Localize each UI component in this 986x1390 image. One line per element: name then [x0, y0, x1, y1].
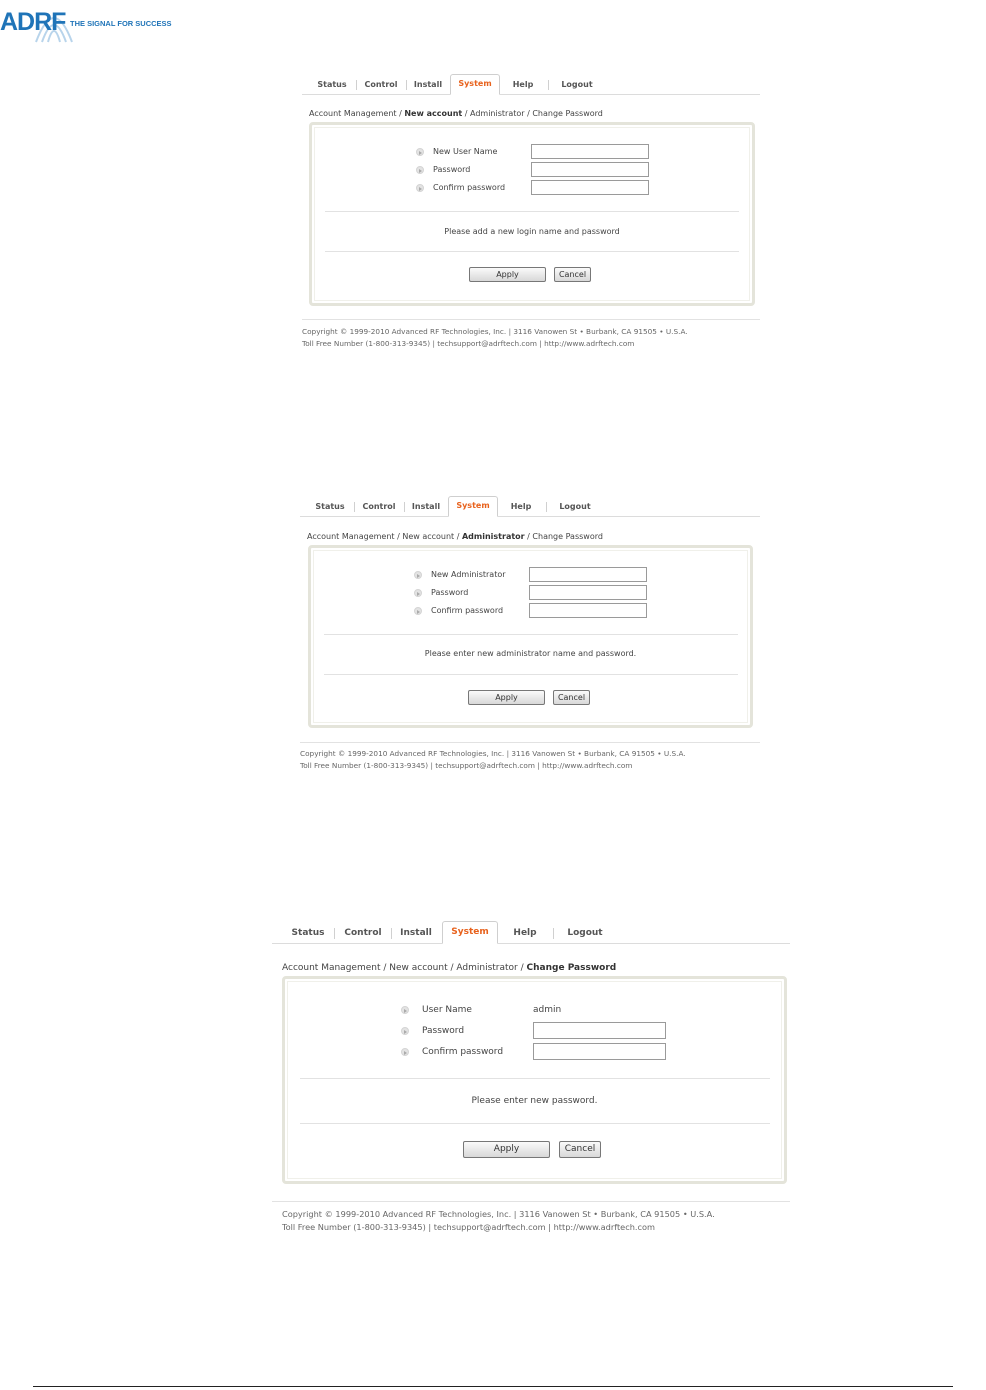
tab-help[interactable]: Help — [513, 928, 537, 938]
footer-contact: Toll Free Number (1-800-313-9345) | techsupport@adrftech.com | http://www.adrftech.com — [302, 339, 635, 348]
crumb-change-password[interactable]: Change Password — [532, 109, 603, 118]
divider — [325, 211, 739, 212]
tab-system[interactable]: System — [450, 74, 500, 95]
status-message: Please add a new login name and password — [444, 227, 620, 236]
bullet-icon — [401, 1048, 409, 1056]
footer-divider — [272, 1201, 790, 1202]
crumb-new-account[interactable]: New account — [404, 109, 463, 118]
tab-logout[interactable]: Logout — [567, 928, 603, 938]
bullet-icon — [414, 571, 422, 579]
tab-status[interactable]: Status — [291, 928, 325, 938]
tab-bar — [272, 922, 790, 944]
new-user-name-input[interactable] — [531, 144, 649, 159]
crumb-administrator[interactable]: Administrator — [461, 532, 525, 541]
tab-control[interactable]: Control — [364, 80, 398, 89]
divider — [300, 1078, 770, 1079]
cancel-button[interactable]: Cancel — [559, 1141, 601, 1158]
divider — [325, 251, 739, 252]
tab-status[interactable]: Status — [315, 502, 345, 511]
tab-logout[interactable]: Logout — [561, 80, 593, 89]
status-message: Please enter new administrator name and password. — [424, 649, 637, 658]
breadcrumb: Account Management / New account / Administrator / Change Password — [309, 109, 603, 118]
apply-button[interactable]: Apply — [468, 690, 545, 705]
confirm-password-label: Confirm password — [433, 183, 506, 192]
confirm-password-input[interactable] — [533, 1043, 666, 1060]
new-administrator-label: New Administrator — [431, 570, 506, 579]
adrf-logo — [0, 0, 175, 50]
crumb-new-account[interactable]: New account — [389, 963, 448, 973]
tab-help[interactable]: Help — [512, 80, 534, 89]
tab-status[interactable]: Status — [317, 80, 347, 89]
apply-button[interactable]: Apply — [469, 267, 546, 282]
new-user-name-label: New User Name — [433, 147, 498, 156]
bullet-icon — [414, 607, 422, 615]
bullet-icon — [401, 1006, 409, 1014]
password-input[interactable] — [531, 162, 649, 177]
confirm-password-input[interactable] — [529, 603, 647, 618]
password-input[interactable] — [533, 1022, 666, 1039]
tab-help[interactable]: Help — [510, 502, 532, 511]
bullet-icon — [414, 589, 422, 597]
password-input[interactable] — [529, 585, 647, 600]
footer-copyright: Copyright © 1999-2010 Advanced RF Technologies, Inc. | 3116 Vanowen St • Burbank, CA 91505 • U.S.A. — [300, 749, 686, 758]
tab-bar — [302, 75, 760, 95]
footer-divider — [300, 742, 760, 743]
crumb-administrator[interactable]: Administrator — [456, 963, 518, 973]
tab-install[interactable]: Install — [400, 928, 432, 938]
password-label: Password — [431, 588, 469, 597]
panel-new-account — [302, 75, 760, 355]
user-name-value: admin — [533, 1005, 562, 1015]
password-label: Password — [422, 1026, 465, 1036]
tab-install[interactable]: Install — [413, 80, 443, 89]
logo-tagline: THE SIGNAL FOR SUCCESS — [70, 19, 172, 28]
confirm-password-label: Confirm password — [422, 1047, 504, 1057]
crumb-change-password[interactable]: Change Password — [532, 532, 603, 541]
breadcrumb: Account Management / New account / Administrator / Change Password — [282, 963, 617, 973]
form-box — [282, 976, 787, 1184]
divider — [300, 1123, 770, 1124]
bullet-icon — [401, 1027, 409, 1035]
logo-text: ADRF — [0, 8, 66, 36]
tab-control[interactable]: Control — [362, 502, 396, 511]
divider — [324, 674, 738, 675]
bullet-icon — [416, 166, 424, 174]
apply-button[interactable]: Apply — [463, 1141, 550, 1158]
footer-copyright: Copyright © 1999-2010 Advanced RF Technologies, Inc. | 3116 Vanowen St • Burbank, CA 91505 • U.S.A. — [282, 1209, 715, 1219]
bullet-icon — [416, 184, 424, 192]
crumb-administrator[interactable]: Administrator — [470, 109, 525, 118]
crumb-account-management[interactable]: Account Management — [307, 532, 395, 541]
crumb-new-account[interactable]: New account — [402, 532, 455, 541]
user-name-label: User Name — [422, 1005, 472, 1015]
form-box — [309, 122, 755, 306]
tab-system[interactable]: System — [442, 921, 498, 944]
bullet-icon — [416, 148, 424, 156]
cancel-button[interactable]: Cancel — [554, 267, 591, 282]
confirm-password-input[interactable] — [531, 180, 649, 195]
tab-control[interactable]: Control — [344, 928, 382, 938]
footer-copyright: Copyright © 1999-2010 Advanced RF Technologies, Inc. | 3116 Vanowen St • Burbank, CA 91505 • U.S.A. — [302, 327, 688, 336]
divider — [324, 634, 738, 635]
confirm-password-label: Confirm password — [431, 606, 504, 615]
tab-install[interactable]: Install — [411, 502, 441, 511]
crumb-account-management[interactable]: Account Management — [309, 109, 397, 118]
tab-system[interactable]: System — [448, 496, 498, 517]
panel-administrator — [300, 497, 760, 777]
breadcrumb: Account Management / New account / Administrator / Change Password — [307, 532, 603, 541]
form-box — [308, 545, 753, 728]
page-bottom-rule — [33, 1386, 953, 1387]
footer-contact: Toll Free Number (1-800-313-9345) | techsupport@adrftech.com | http://www.adrftech.com — [282, 1222, 655, 1232]
new-administrator-input[interactable] — [529, 567, 647, 582]
cancel-button[interactable]: Cancel — [553, 690, 590, 705]
crumb-change-password[interactable]: Change Password — [526, 963, 617, 973]
tab-bar — [300, 497, 760, 517]
footer-divider — [302, 319, 760, 320]
footer-contact: Toll Free Number (1-800-313-9345) | techsupport@adrftech.com | http://www.adrftech.com — [300, 761, 633, 770]
tab-logout[interactable]: Logout — [559, 502, 591, 511]
crumb-account-management[interactable]: Account Management — [282, 963, 381, 973]
panel-change-password — [272, 922, 790, 1242]
password-label: Password — [433, 165, 471, 174]
status-message: Please enter new password. — [471, 1096, 598, 1106]
